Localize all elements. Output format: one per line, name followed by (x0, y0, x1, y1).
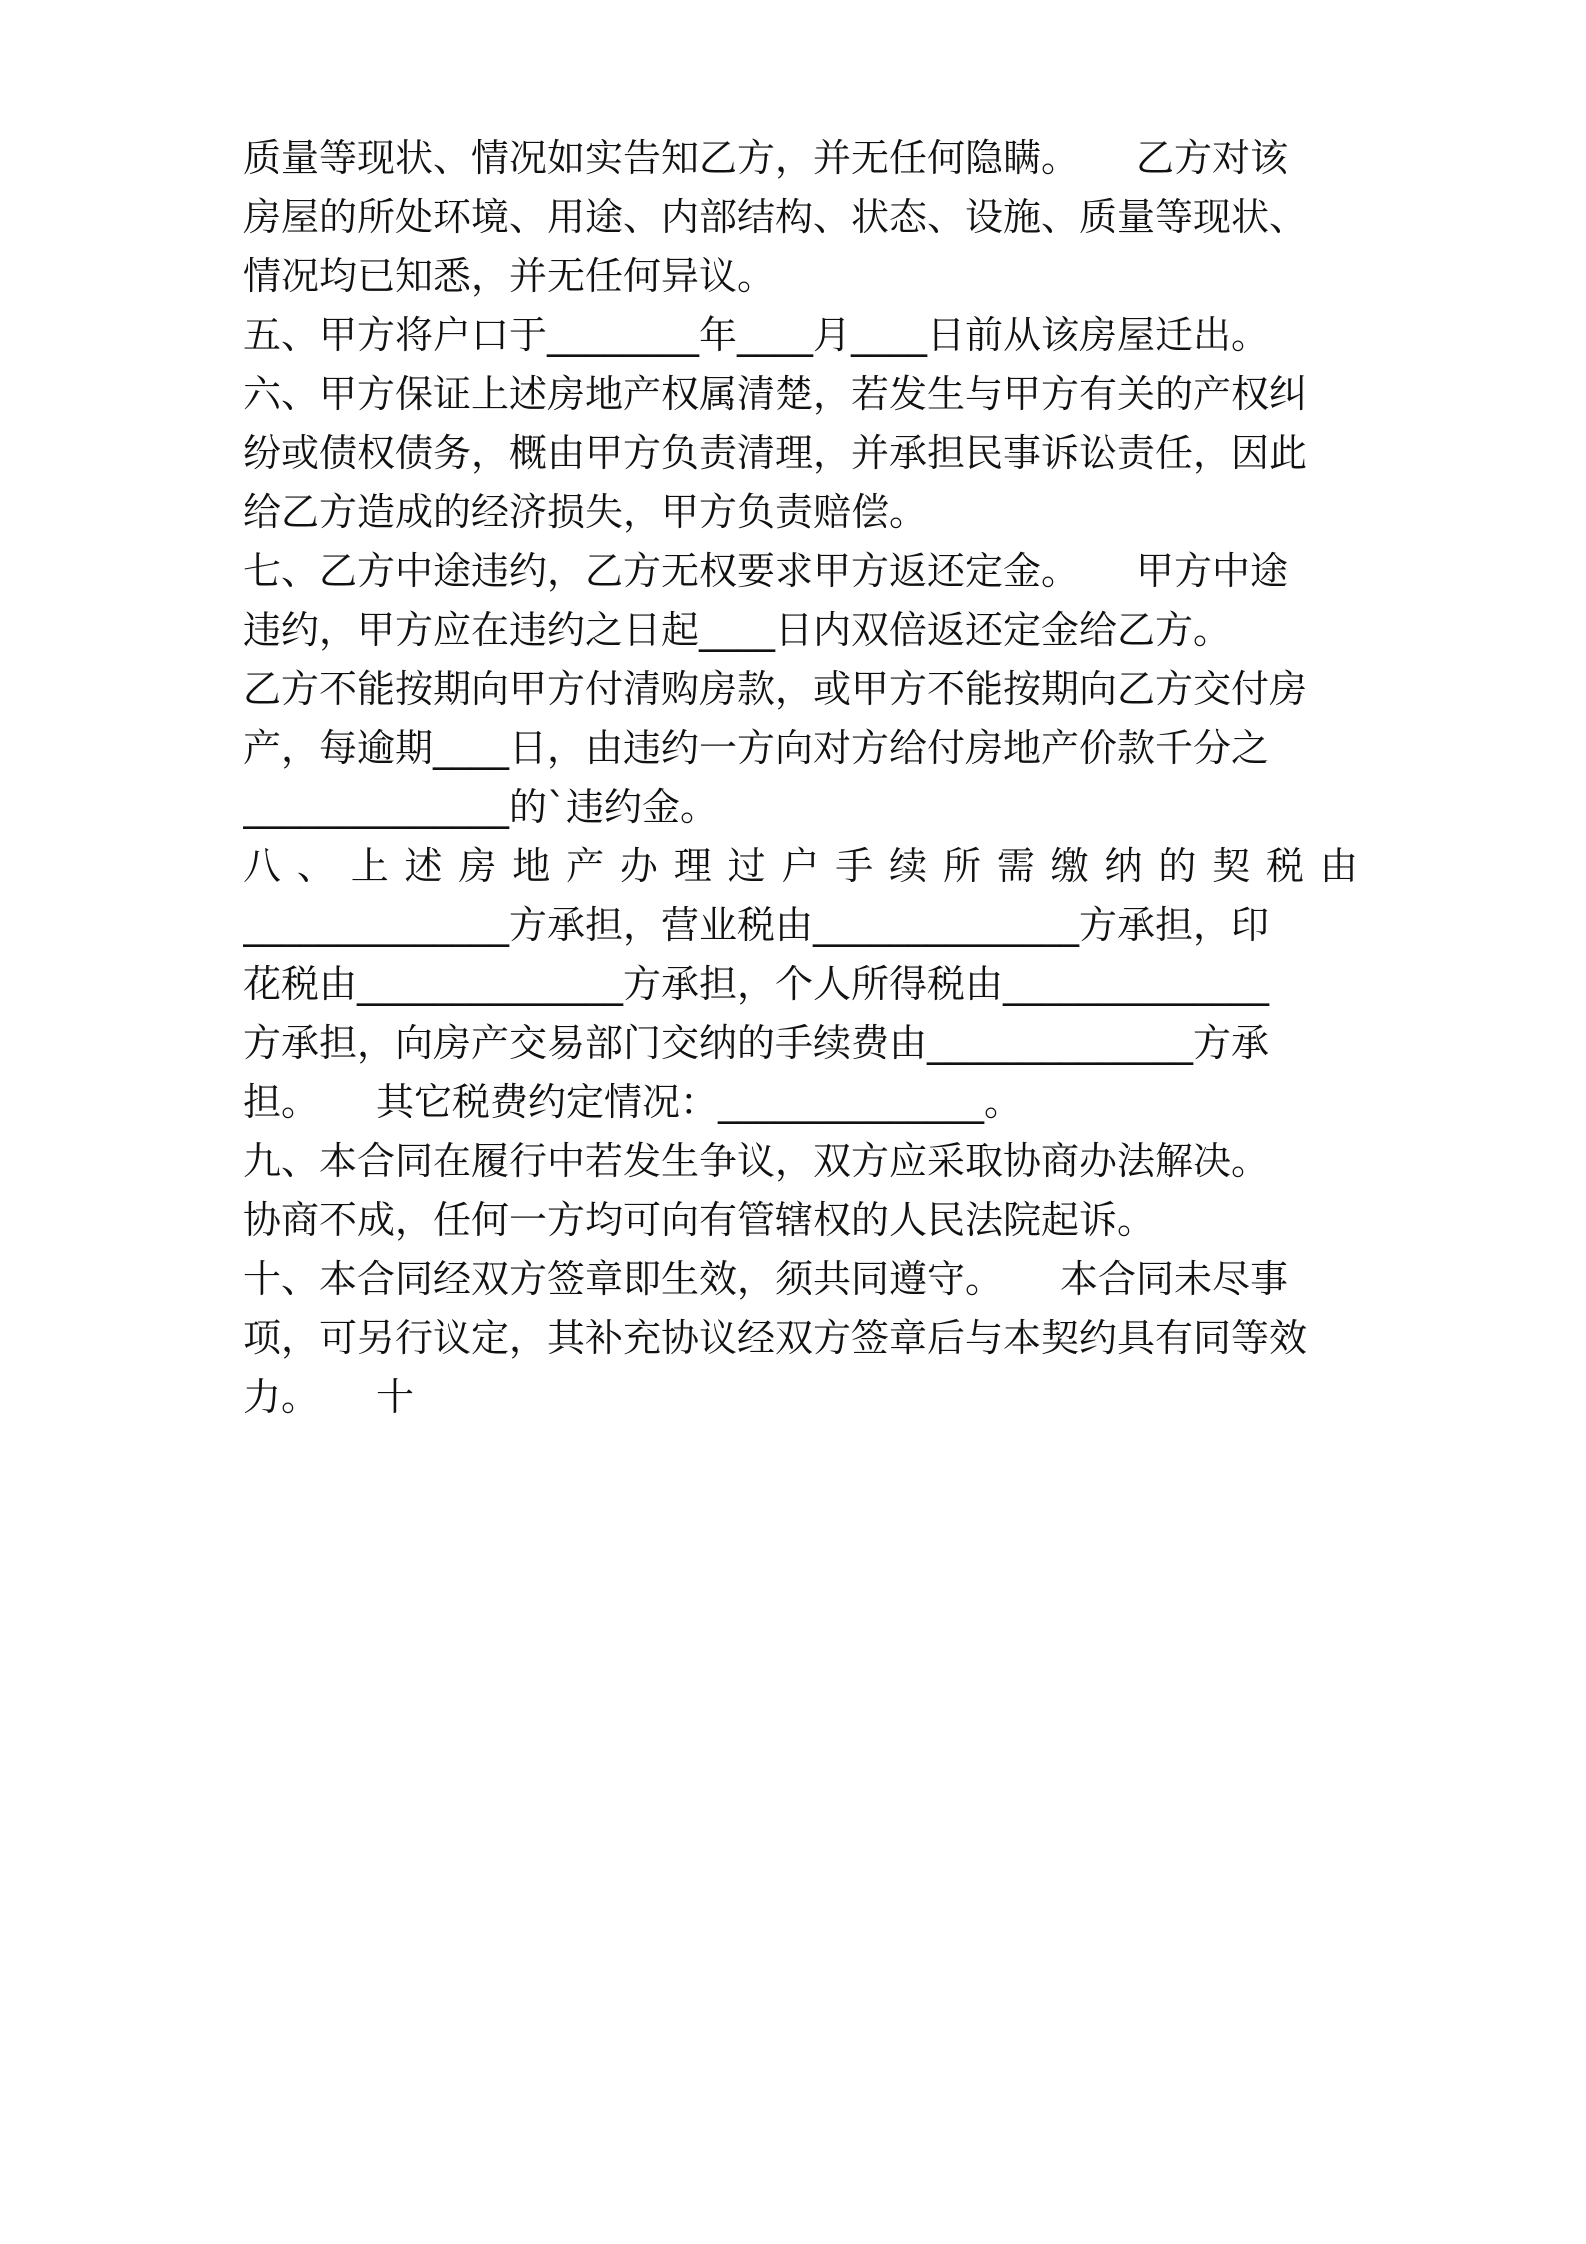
clause-nine-line: 九、本合同在履行中若发生争议，双方应采取协商办法解决。 (243, 1139, 1270, 1183)
text-char: 房 (458, 844, 497, 888)
text-line: 产，每逾期____日，由违约一方向对方给付房地产价款千分之 (243, 726, 1270, 770)
text-line: 花税由______________方承担，个人所得税由______________ (243, 962, 1270, 1006)
text-line: 给乙方造成的经济损失，甲方负责赔偿。 (243, 490, 928, 534)
text-line: 质量等现状、情况如实告知乙方，并无任何隐瞒。 乙方对该 (243, 136, 1289, 180)
text-line: 纷或债权债务，概由甲方负责清理，并承担民事诉讼责任，因此 (243, 431, 1308, 475)
text-char: 手 (835, 844, 874, 888)
text-line: 乙方不能按期向甲方付清购房款，或甲方不能按期向乙方交付房 (243, 667, 1308, 711)
text-char: 缴 (1050, 844, 1089, 888)
clause-five-line: 五、甲方将户口于________年____月____日前从该房屋迁出。 (243, 313, 1270, 357)
clause-six-line: 六、甲方保证上述房地产权属清楚，若发生与甲方有关的产权纠 (243, 372, 1308, 416)
text-line: ______________方承担，营业税由______________方承担，印 (243, 903, 1270, 947)
text-char: 地 (512, 844, 551, 888)
text-char: 上 (350, 844, 389, 888)
clause-seven-line: 七、乙方中途违约，乙方无权要求甲方返还定金。 甲方中途 (243, 549, 1289, 593)
text-line: 力。 十 (243, 1375, 415, 1419)
text-char: 需 (996, 844, 1035, 888)
text-char: 纳 (1104, 844, 1143, 888)
text-char: 的 (1158, 844, 1197, 888)
text-char: 续 (889, 844, 928, 888)
text-char: 办 (619, 844, 658, 888)
text-line: 担。 其它税费约定情况：______________。 (243, 1080, 1023, 1124)
text-char: 述 (404, 844, 443, 888)
text-line: 情况均已知悉，并无任何异议。 (243, 254, 776, 298)
text-char: 、 (296, 844, 335, 888)
text-line: 项，可另行议定，其补充协议经双方签章后与本契约具有同等效 (243, 1316, 1308, 1360)
text-char: 契 (1212, 844, 1251, 888)
text-char: 户 (781, 844, 820, 888)
text-line: 方承担，向房产交易部门交纳的手续费由______________方承 (243, 1021, 1270, 1065)
clause-ten-line: 十、本合同经双方签章即生效，须共同遵守。 本合同未尽事 (243, 1257, 1289, 1301)
text-char: 税 (1266, 844, 1305, 888)
text-line: 协商不成，任何一方均可向有管辖权的人民法院起诉。 (243, 1198, 1156, 1242)
text-char: 产 (566, 844, 605, 888)
clause-eight-line (243, 836, 1358, 896)
text-char: 所 (942, 844, 981, 888)
text-char: 由 (1319, 844, 1358, 888)
text-line: 违约，甲方应在违约之日起____日内双倍返还定金给乙方。 (243, 608, 1232, 652)
text-char: 八 (243, 844, 282, 888)
text-char: 过 (727, 844, 766, 888)
text-line: 房屋的所处环境、用途、内部结构、状态、设施、质量等现状、 (243, 195, 1308, 239)
text-line: ______________的`违约金。 (243, 785, 719, 829)
text-char: 理 (673, 844, 712, 888)
